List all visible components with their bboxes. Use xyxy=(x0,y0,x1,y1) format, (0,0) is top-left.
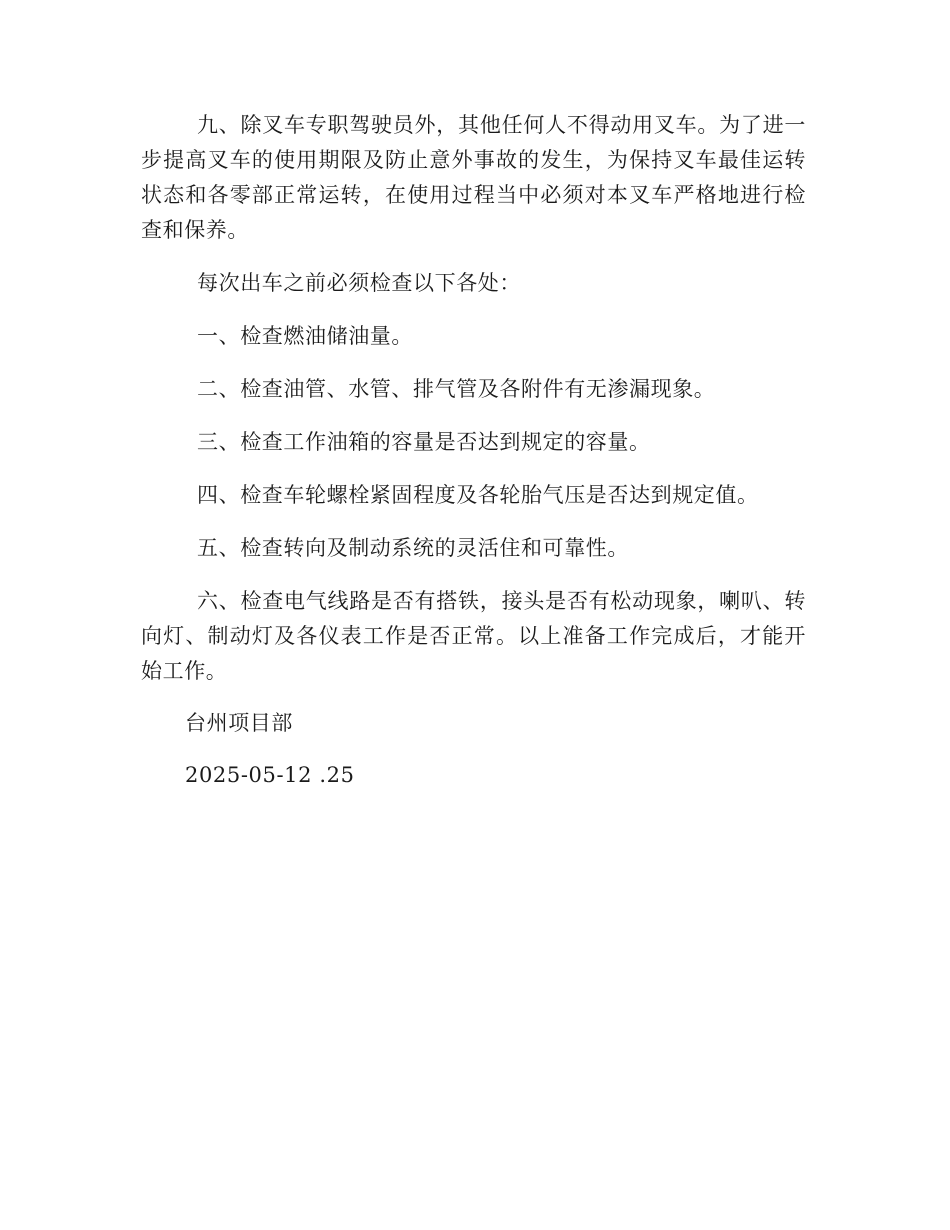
paragraph-rule-nine: 九、除叉车专职驾驶员外，其他任何人不得动用叉车。为了进一步提高叉车的使用期限及防止意外事故的发生，为保持叉车最佳运转状态和各零部正常运转，在使用过程当中必须对本叉车严格地进行检查和保养。 xyxy=(141,113,806,242)
paragraph-check-fuel: 一、检查燃油储油量。 xyxy=(197,324,413,348)
paragraph-check-oil-tank: 三、检查工作油箱的容量是否达到规定的容量。 xyxy=(197,430,651,454)
paragraph-check-electrical: 六、检查电气线路是否有搭铁，接头是否有松动现象，喇叭、转向灯、制动灯及各仪表工作是否正常。以上准备工作完成后，才能开始工作。 xyxy=(141,589,806,683)
paragraph-inspection-intro: 每次出车之前必须检查以下各处： xyxy=(197,271,521,295)
paragraph-check-leaks: 二、检查油管、水管、排气管及各附件有无渗漏现象。 xyxy=(197,377,716,401)
paragraph-check-wheels: 四、检查车轮螺栓紧固程度及各轮胎气压是否达到规定值。 xyxy=(197,483,759,507)
paragraph-check-steering-brakes: 五、检查转向及制动系统的灵活住和可靠性。 xyxy=(197,536,629,560)
signature-organization: 台州项目部 xyxy=(185,711,293,735)
document-body xyxy=(141,108,806,793)
signature-date: 2025-05-12 .25 xyxy=(185,763,355,787)
